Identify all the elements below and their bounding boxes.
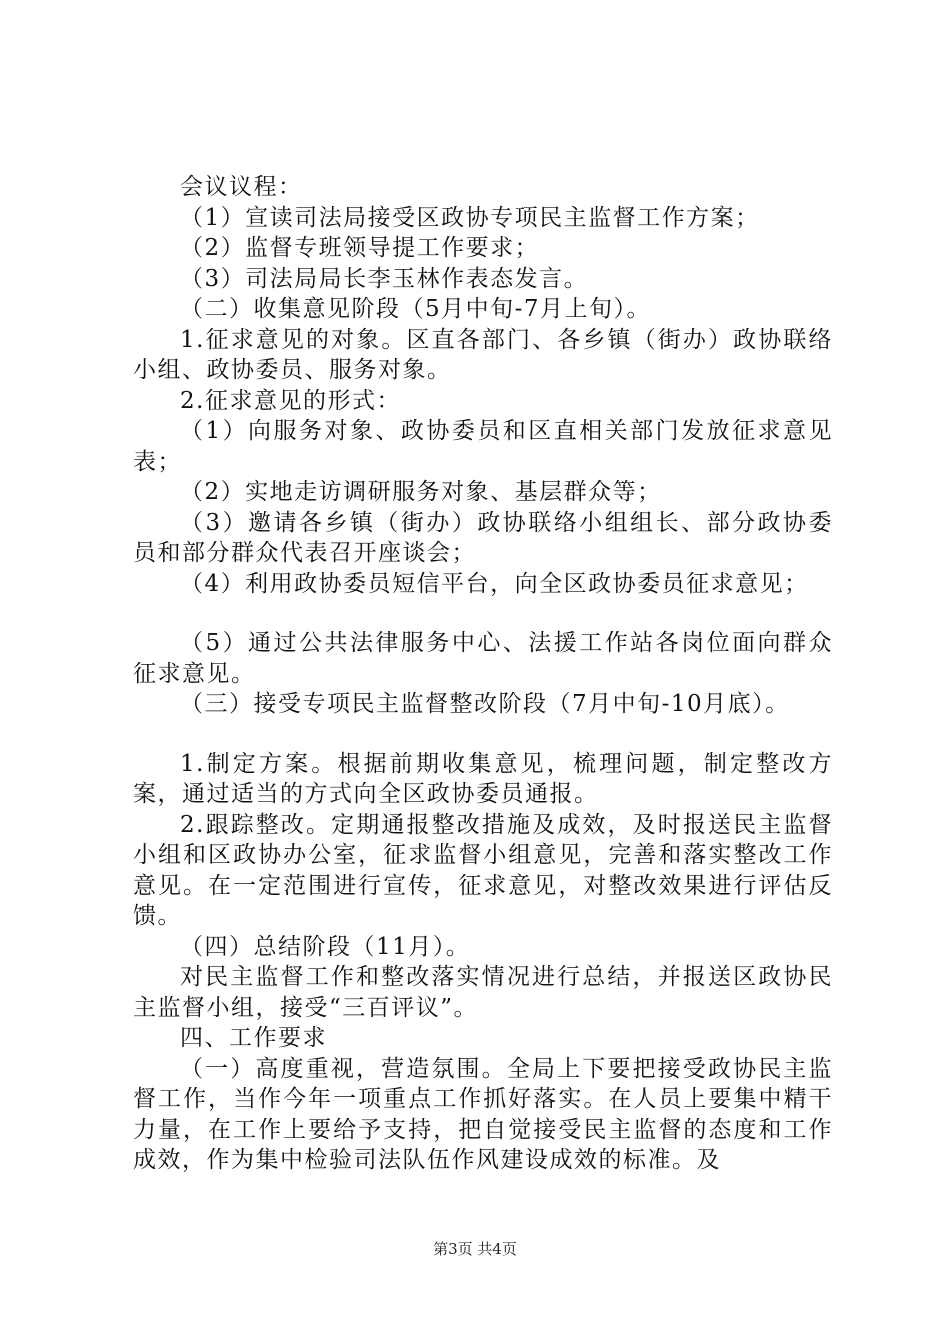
paragraph-requirement-one: （一）高度重视，营造氛围。全局上下要把接受政协民主监督工作，当作今年一项重点工作抓好落实。在人员上要集中精干力量，在工作上要给予支持，把自觉接受民主监督的态度和工作成效，作为集中检验司法队伍作风建设成效的标准。及 [133,1055,833,1173]
paragraph-agenda-item-2: （2）监督专班领导提工作要求； [180,235,540,261]
paragraph-form-item-2: （2）实地走访调研服务对象、基层群众等； [180,479,662,505]
paragraph-agenda-heading: 会议议程： [180,174,303,200]
paragraph-track-rectification: 2.跟踪整改。定期通报整改措施及成效，及时报送民主监督小组和区政协办公室，征求监督小组意见，完善和落实整改工作意见。在一定范围进行宣传，征求意见，对整改效果进行评估反馈。 [133,811,833,929]
paragraph-summary: 对民主监督工作和整改落实情况进行总结，并报送区政协民主监督小组，接受“三百评议”。 [133,964,833,1021]
paragraph-form-item-3: （3）邀请各乡镇（街办）政协联络小组组长、部分政协委员和部分群众代表召开座谈会； [133,509,833,566]
paragraph-section-four-heading: （四）总结阶段（11月）。 [180,933,471,960]
paragraph-agenda-item-3: （3）司法局局长李玉林作表态发言。 [180,265,589,292]
paragraph-gap [133,720,833,749]
paragraph-form-item-4: （4）利用政协委员短信平台，向全区政协委员征求意见； [180,570,809,597]
page-footer [0,1238,950,1259]
paragraph-section-two-heading: （二）收集意见阶段（5月中旬-7月上旬）。 [180,296,652,322]
page-number-label: 第3页 共4页 [433,1240,517,1258]
paragraph-make-plan: 1.制定方案。根据前期收集意见，梳理问题，制定整改方案，通过适当的方式向全区政协委员通报。 [133,750,833,807]
paragraph-form-item-5: （5）通过公共法律服务中心、法援工作站各岗位面向群众征求意见。 [133,630,833,687]
paragraph-work-requirements-heading: 四、工作要求 [180,1025,327,1051]
document-body [133,172,833,1176]
paragraph-form-item-1: （1）向服务对象、政协委员和区直相关部门发放征求意见表； [133,418,833,475]
paragraph-section-three-heading: （三）接受专项民主监督整改阶段（7月中旬-10月底）。 [180,691,790,717]
paragraph-opinion-targets: 1.征求意见的对象。区直各部门、各乡镇（街办）政协联络小组、政协委员、服务对象。 [133,326,833,383]
paragraph-gap [133,599,833,628]
paragraph-opinion-forms: 2.征求意见的形式： [180,387,401,414]
paragraph-agenda-item-1: （1）宣读司法局接受区政协专项民主监督工作方案； [180,204,760,231]
